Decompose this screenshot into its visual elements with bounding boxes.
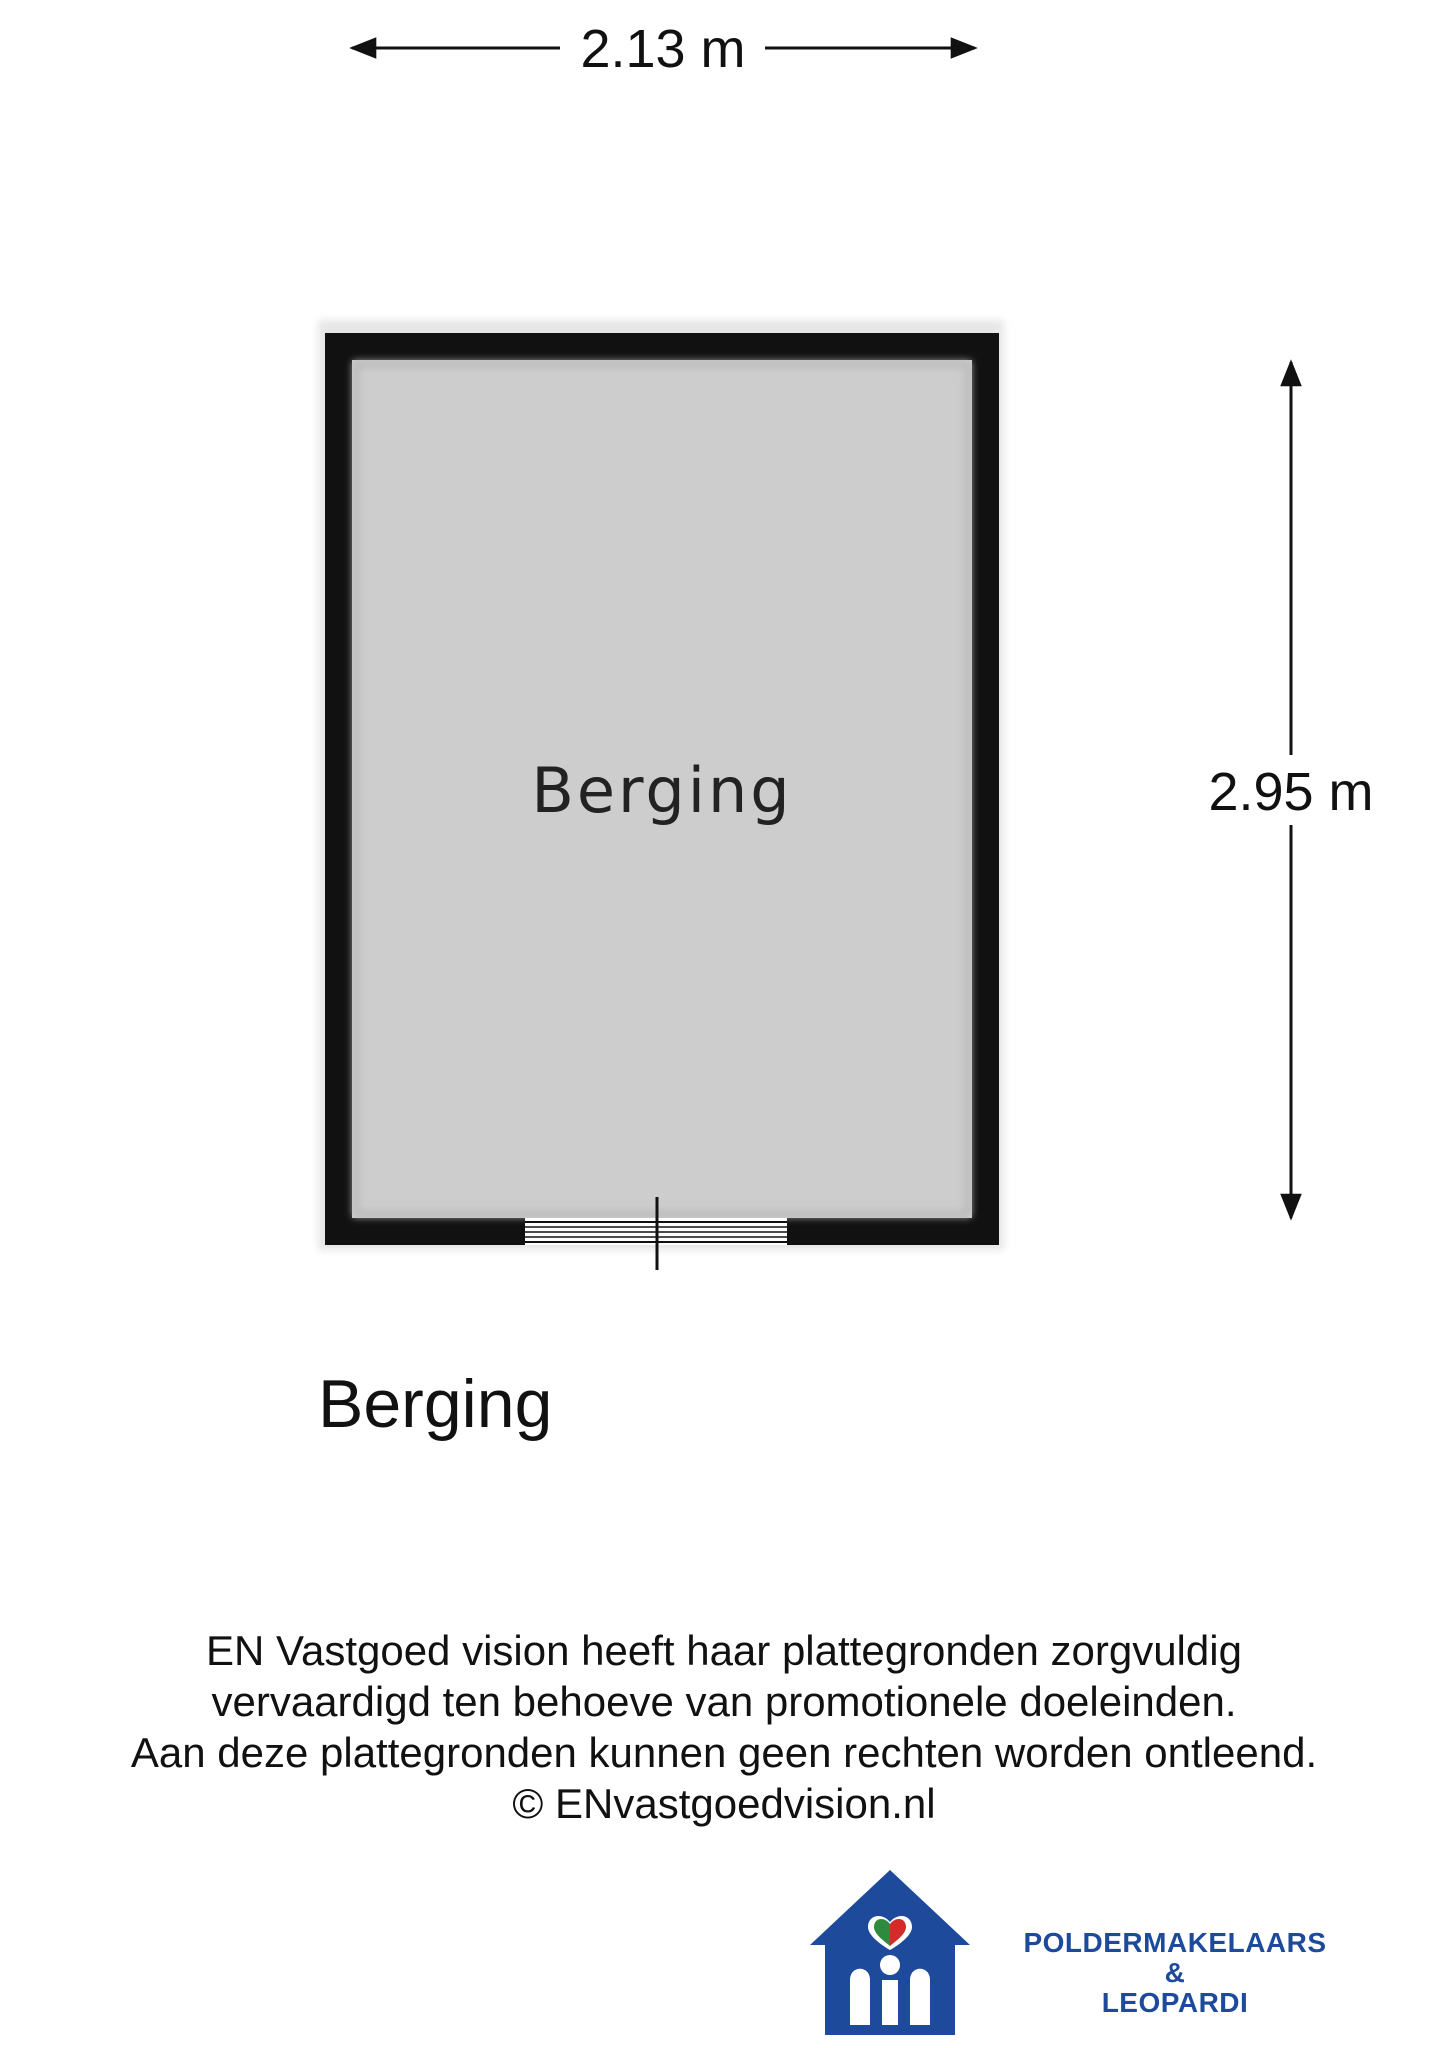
logo-line-3: LEOPARDI	[1101, 1987, 1249, 2018]
room-berging	[318, 320, 1004, 1270]
height-dimension	[1208, 362, 1373, 1218]
logo-line-2: &	[1164, 1957, 1186, 1988]
width-label: 2.13 m	[580, 19, 746, 79]
width-dimension	[352, 19, 975, 79]
disclaimer-line-2: vervaardigd ten behoeve van promotionele doeleinden.	[211, 1678, 1237, 1725]
company-logo	[790, 1860, 1430, 2040]
disclaimer-line-3: Aan deze plattegronden kunnen geen rechten worden ontleend.	[130, 1729, 1318, 1776]
floor-title: Berging	[318, 1366, 553, 1442]
height-label: 2.95 m	[1208, 762, 1374, 822]
disclaimer-text	[0, 1625, 1448, 1829]
room-label: Berging	[531, 754, 793, 827]
disclaimer-line-1: EN Vastgoed vision heeft haar plattegronden zorgvuldig	[206, 1627, 1242, 1674]
logo-text	[1010, 1928, 1340, 2018]
logo-line-1: POLDERMAKELAARS	[1023, 1927, 1327, 1958]
disclaimer-line-4: © ENvastgoedvision.nl	[512, 1780, 936, 1827]
house-icon	[790, 1860, 990, 2040]
